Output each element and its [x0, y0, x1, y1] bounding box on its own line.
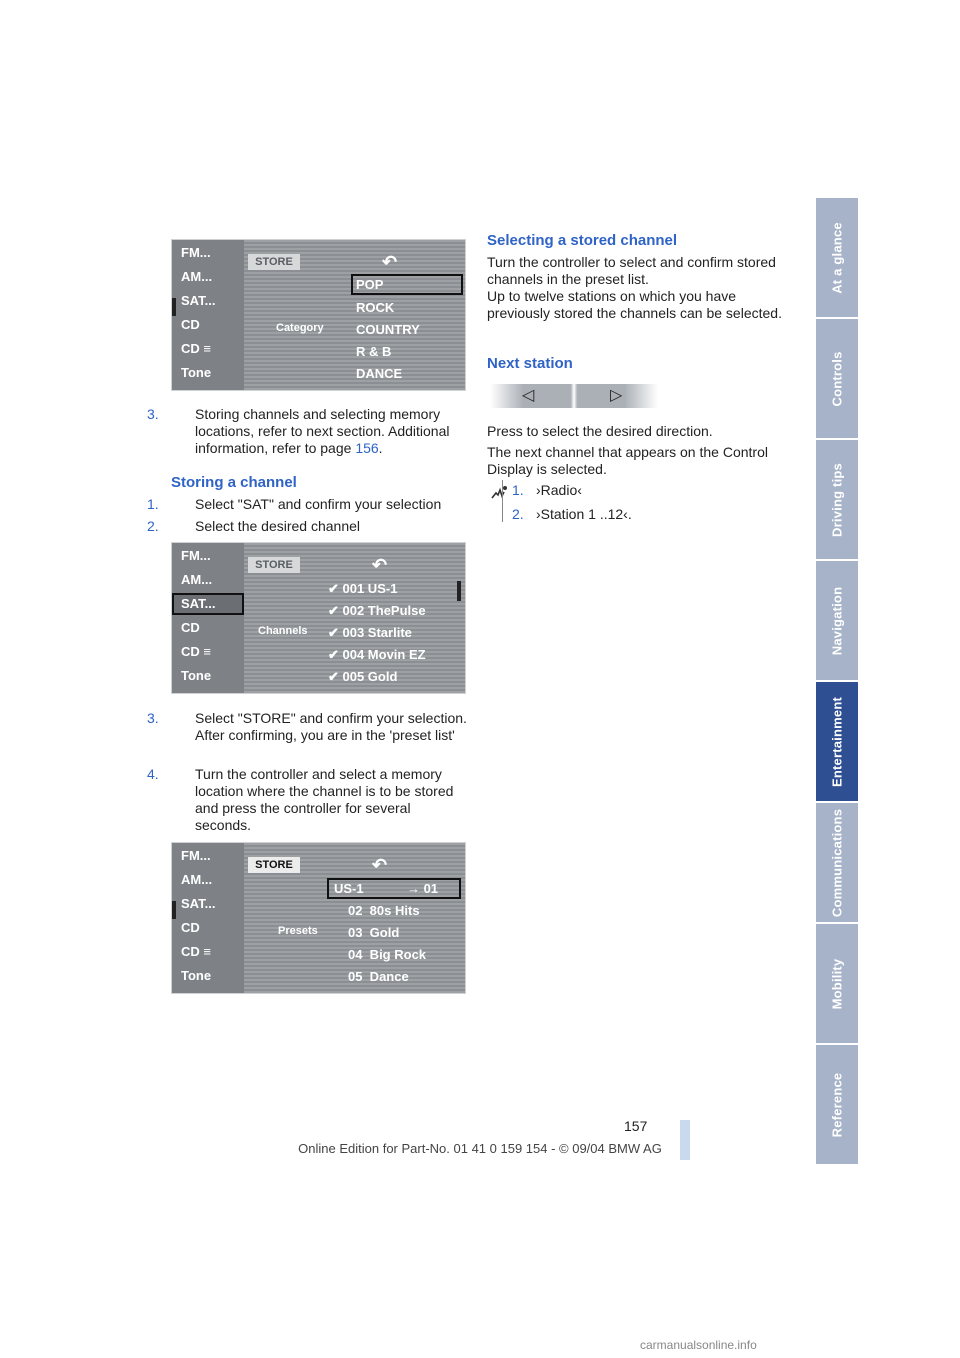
- menu-cd-changer: CD ≡: [181, 644, 211, 659]
- item-rock: ROCK: [356, 300, 395, 315]
- center-label: Channels: [258, 625, 308, 637]
- item-dance: DANCE: [356, 366, 403, 381]
- tab-driving-tips[interactable]: Driving tips: [816, 440, 858, 559]
- chapter-tabs: [816, 198, 858, 1166]
- channel-item: ✔ 003 Starlite: [328, 625, 412, 640]
- screen-menu: [172, 240, 244, 390]
- step-4: 4. Turn the controller and select a memory location where the channel is to be stored and press the controller for several seconds.: [147, 766, 454, 833]
- page-number: 157: [624, 1118, 648, 1134]
- station-button-bar: [490, 384, 658, 408]
- voice-command-icon: [490, 484, 508, 502]
- page-link[interactable]: 156: [355, 440, 379, 456]
- menu-cd: CD: [181, 920, 200, 935]
- tab-communications[interactable]: Communications: [816, 803, 858, 922]
- watermark: carmanualsonline.info: [640, 1338, 757, 1352]
- screen-category: [171, 239, 466, 391]
- screen-menu: [172, 843, 244, 993]
- heading-storing: Storing a channel: [171, 474, 297, 491]
- menu-cd-changer: CD ≡: [181, 944, 211, 959]
- selection-marker: [172, 298, 176, 316]
- menu-tone: Tone: [181, 365, 212, 380]
- scroll-marker: [457, 581, 461, 601]
- tab-controls[interactable]: Controls: [816, 319, 858, 438]
- screen-presets: [171, 842, 466, 994]
- menu-sat: SAT...: [181, 896, 216, 911]
- paragraph-next-channel: The next channel that appears on the Control Display is selected.: [487, 444, 768, 477]
- step-3-info: 3. Storing channels and selecting memory locations, refer to next section. Additional information, refer to page 156.: [147, 406, 450, 456]
- arrow-right-icon[interactable]: ▷: [610, 387, 623, 404]
- menu-am: AM...: [181, 872, 213, 887]
- step-2: 2. Select the desired channel: [147, 518, 360, 534]
- menu-sat: SAT...: [172, 593, 244, 615]
- selection-marker: [172, 901, 176, 919]
- menu-am: AM...: [181, 269, 213, 284]
- preset-item: 03 Gold: [348, 925, 400, 940]
- screen-menu: [172, 543, 244, 693]
- paragraph-press: Press to select the desired direction.: [487, 423, 713, 439]
- item-rb: R & B: [356, 344, 392, 359]
- channel-item: ✔ 001 US-1: [328, 581, 398, 596]
- paragraph-selecting: Turn the controller to select and confirm stored channels in the preset list.: [487, 254, 776, 287]
- preset-item: 05 Dance: [348, 969, 409, 984]
- voice-step-2: 2. ›Station 1 ..12‹.: [512, 506, 632, 522]
- preset-item-selected: US-1 → 01: [330, 881, 458, 896]
- step-1: 1. Select "SAT" and confirm your selection: [147, 496, 442, 512]
- menu-sat: SAT...: [181, 293, 216, 308]
- paragraph-twelve: Up to twelve stations on which you have previously stored the channels can be selected.: [487, 288, 782, 321]
- heading-next-station: Next station: [487, 355, 573, 372]
- channel-item: ✔ 002 ThePulse: [328, 603, 426, 618]
- arrow-left-icon[interactable]: ◁: [522, 387, 535, 404]
- footer-text: Online Edition for Part-No. 01 41 0 159 154 - © 09/04 BMW AG: [298, 1141, 662, 1156]
- tab-at-a-glance[interactable]: At a glance: [816, 198, 858, 317]
- tab-navigation[interactable]: Navigation: [816, 561, 858, 680]
- menu-cd: CD: [181, 317, 200, 332]
- menu-cd-changer: CD ≡: [181, 341, 211, 356]
- menu-fm: FM...: [181, 848, 211, 863]
- store-label: STORE: [248, 857, 300, 873]
- tab-mobility[interactable]: Mobility: [816, 924, 858, 1043]
- tab-reference[interactable]: Reference: [816, 1045, 858, 1164]
- menu-fm: FM...: [181, 245, 211, 260]
- back-arrow-icon: ↶: [382, 252, 398, 272]
- screen-channels: [171, 542, 466, 694]
- center-label: Category: [276, 322, 324, 334]
- menu-cd: CD: [181, 620, 200, 635]
- center-label: Presets: [278, 925, 318, 937]
- step-3: 3. Select "STORE" and confirm your selection. After confirming, you are in the 'preset list': [147, 710, 467, 743]
- voice-step-1: 1. ›Radio‹: [512, 482, 582, 498]
- preset-item: 04 Big Rock: [348, 947, 427, 962]
- menu-tone: Tone: [181, 668, 212, 683]
- heading-selecting: Selecting a stored channel: [487, 232, 678, 249]
- item-country: COUNTRY: [356, 322, 420, 337]
- back-arrow-icon: ↶: [372, 555, 388, 575]
- preset-item: 02 80s Hits: [348, 903, 420, 918]
- back-arrow-icon: ↶: [372, 855, 388, 875]
- store-label: STORE: [248, 557, 300, 573]
- tab-entertainment[interactable]: Entertainment: [816, 682, 858, 801]
- channel-item: ✔ 005 Gold: [328, 669, 398, 684]
- menu-tone: Tone: [181, 968, 212, 983]
- note-divider: [502, 480, 503, 522]
- menu-fm: FM...: [181, 548, 211, 563]
- store-label: STORE: [248, 254, 300, 270]
- menu-am: AM...: [181, 572, 213, 587]
- channel-item: ✔ 004 Movin EZ: [328, 647, 426, 662]
- item-pop: POP: [354, 277, 460, 292]
